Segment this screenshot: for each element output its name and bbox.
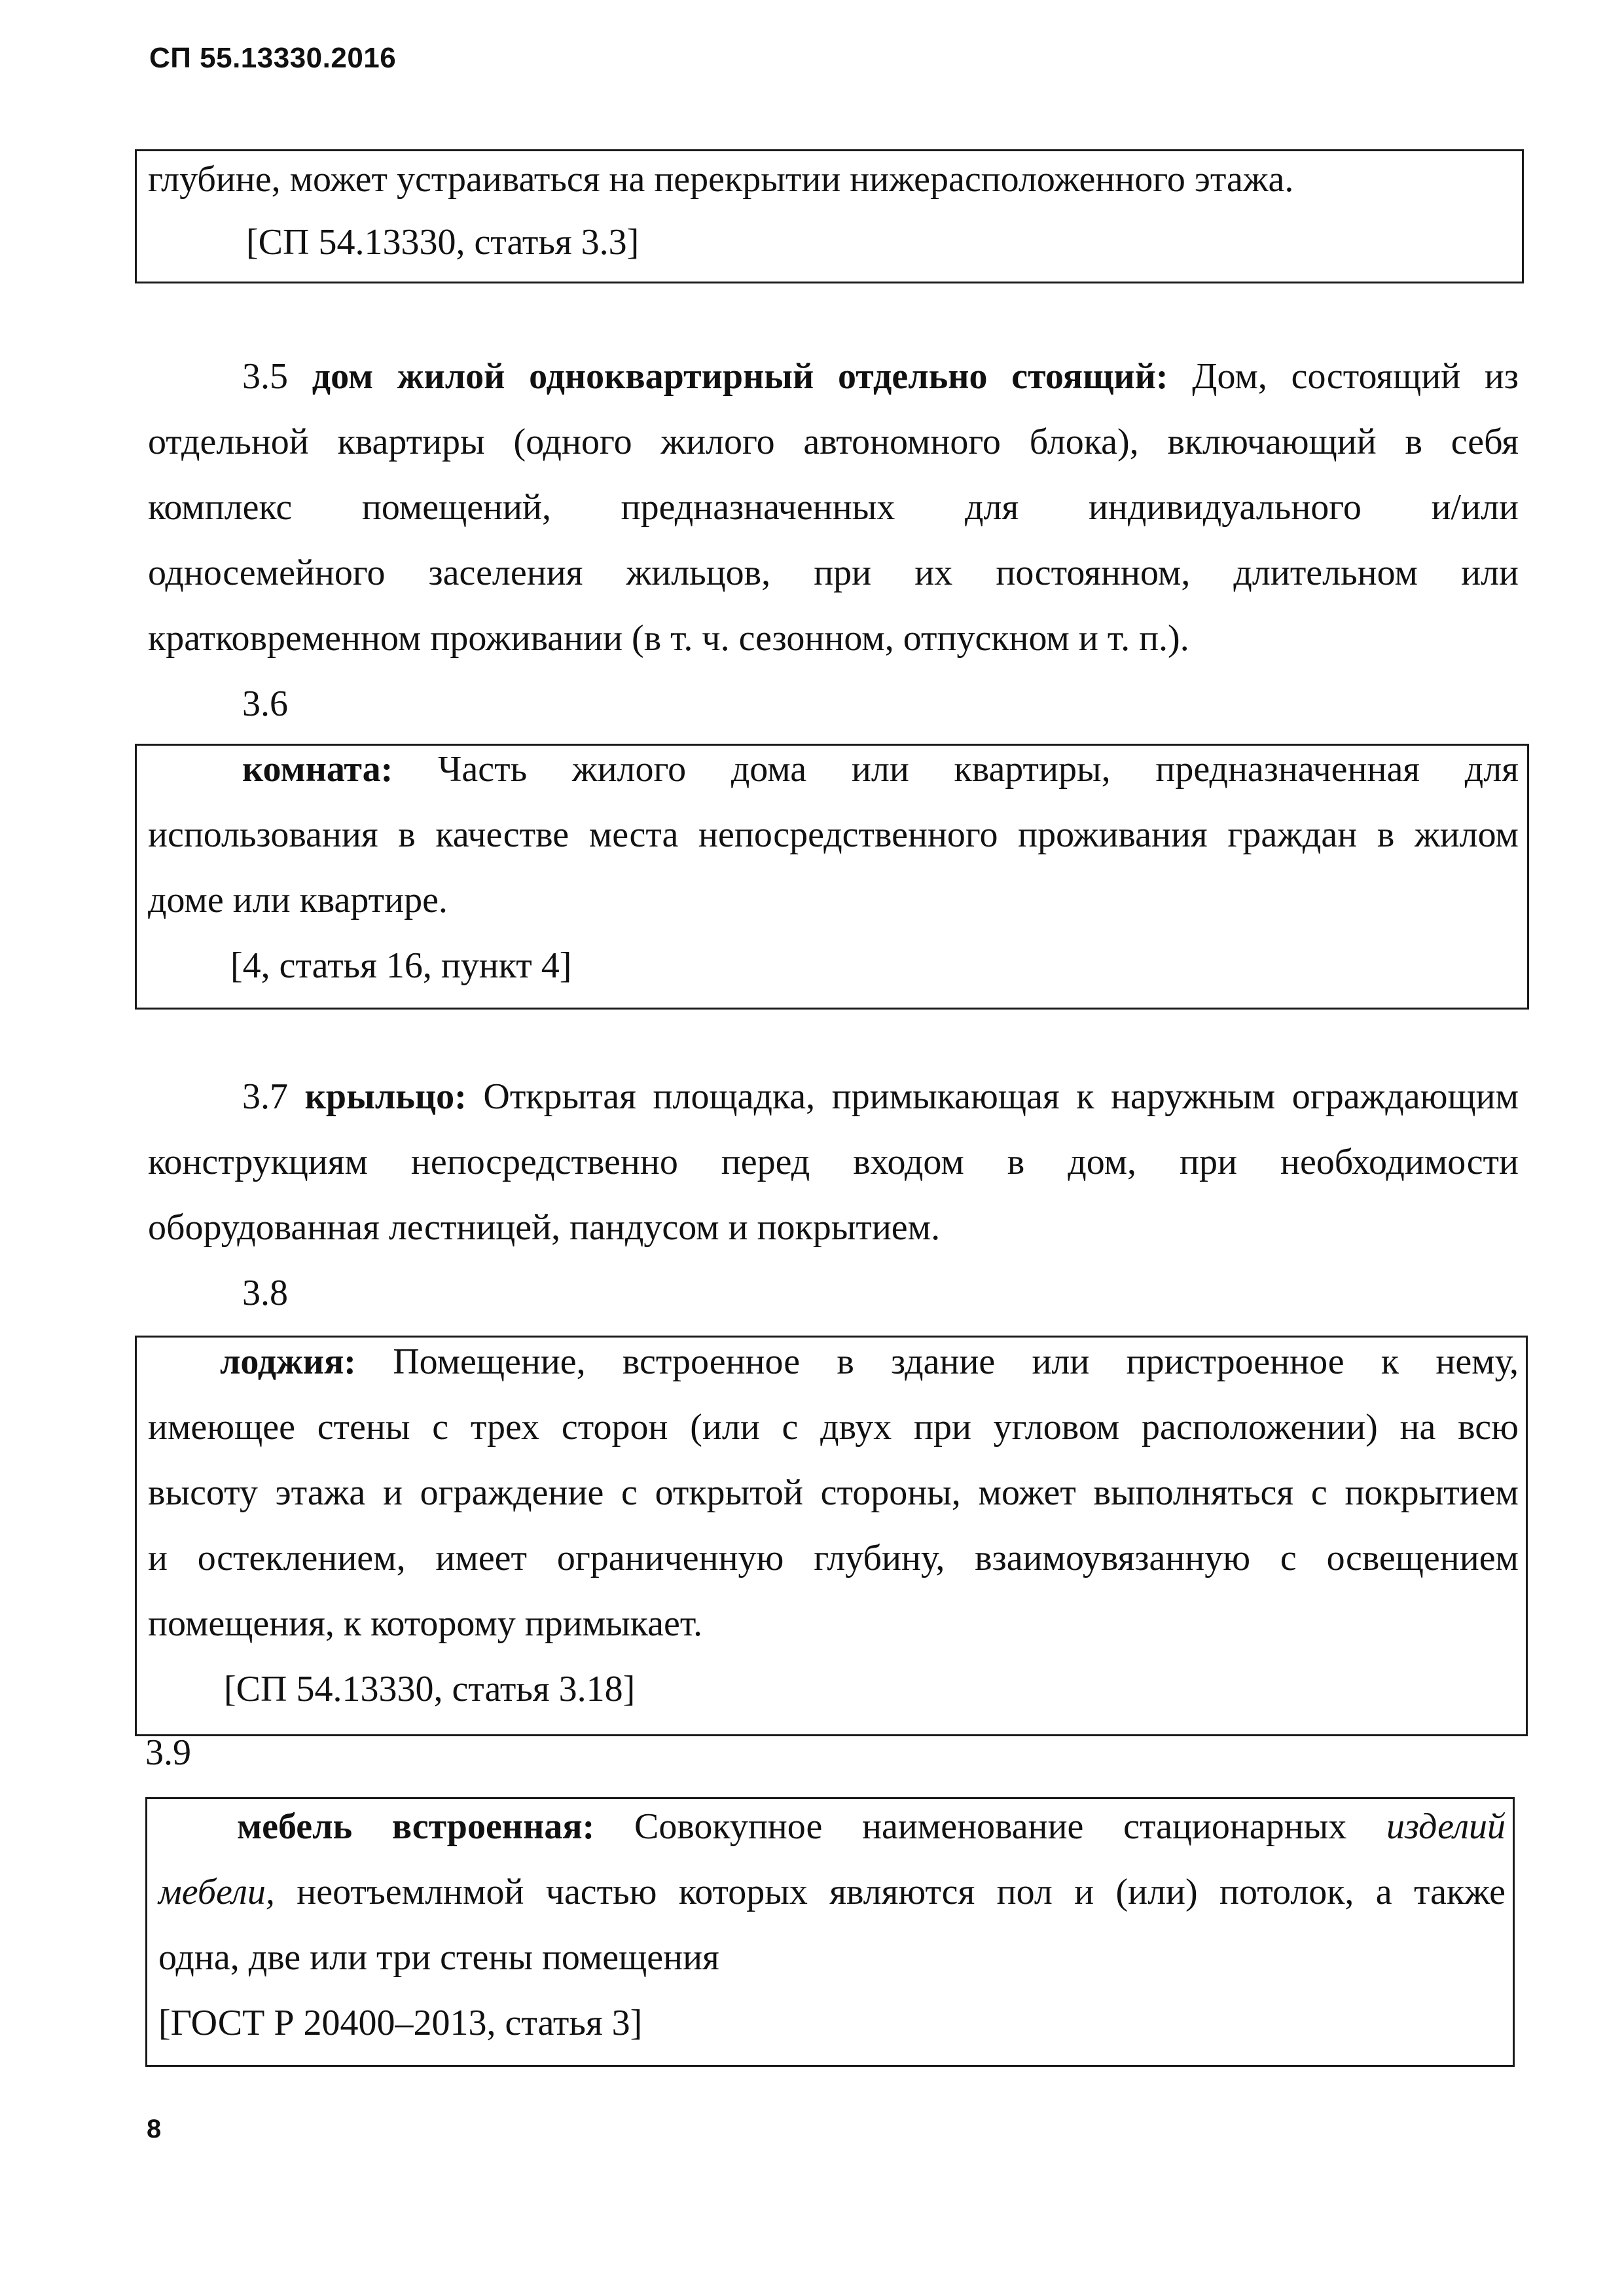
term-3-7-last-line: оборудованная лестницей, пандусом и покрытием. [148,1207,941,1248]
term-3-9-first-text: Совокупное наименование стационарных [634,1806,1347,1847]
term-3-8-reference: [СП 54.13330, статья 3.18] [224,1669,636,1709]
document-code-header: СП 55.13330.2016 [149,42,397,74]
term-3-6-reference: [4, статья 16, пункт 4] [230,945,572,986]
term-3-6-line: использования в качестве места непосредственного проживания граждан в жилом [148,814,1519,855]
term-3-7-line: конструкциям непосредственно перед входом в дом, при необходимости [148,1142,1519,1182]
term-3-9-second-text: неотъемлнмой частью которых являются пол и (или) потолок, а также [297,1872,1506,1912]
term-3-5-title: дом жилой одноквартирный отдельно стоящий: [312,356,1168,397]
term-3-5-number: 3.5 [242,356,288,397]
term-3-7-number: 3.7 [242,1076,288,1117]
term-3-9-last-line: одна, две или три стены помещения [158,1937,719,1978]
page-number: 8 [147,2115,162,2143]
term-3-8-line: имеющее стены с трех сторон (или с двух при угловом расположении) на всю [148,1407,1519,1448]
term-3-8-number: 3.8 [242,1273,288,1313]
term-3-5-last-line: кратковременном проживании (в т. ч. сезонном, отпускном и т. п.). [148,618,1189,659]
continuation-reference: [СП 54.13330, статья 3.3] [246,222,640,263]
term-3-5-line: комплекс помещений, предназначенных для индивидуального и/или [148,487,1519,528]
term-3-7-first-text: Открытая площадка, примыкающая к наружным ограждающим [483,1076,1519,1117]
term-3-6-first-text: Часть жилого дома или квартиры, предназначенная для [438,749,1519,790]
term-3-8-line: и остеклением, имеет ограниченную глубину, взаимоувязанную с освещением [148,1538,1519,1578]
term-3-7-title: крыльцо: [304,1076,467,1117]
term-3-9-title: мебель встроенная: [237,1806,595,1847]
term-3-8-line: высоту этажа и ограждение с открытой стороны, может выполняться с покрытием [148,1472,1519,1513]
term-3-5-first-text: Дом, состоящий из [1192,356,1519,397]
term-3-6-last-line: доме или квартире. [148,880,448,920]
term-3-8-last-line: помещения, к которому примыкает. [148,1603,703,1644]
continuation-text-line: глубине, может устраиваться на перекрытии нижерасположенного этажа. [148,159,1294,200]
term-3-8-first-text: Помещение, встроенное в здание или пристроенное к нему, [393,1341,1519,1382]
term-3-8-title: лоджия: [220,1341,356,1382]
term-3-9-reference: [ГОСТ Р 20400–2013, статья 3] [158,2003,643,2043]
term-3-5-line: отдельной квартиры (одного жилого автономного блока), включающий в себя [148,422,1519,462]
term-3-5-line: односемейного заселения жильцов, при их постоянном, длительном или [148,553,1519,593]
term-3-6-title: комната: [242,749,393,790]
term-3-9-number: 3.9 [145,1732,191,1773]
term-3-6-number: 3.6 [242,683,288,724]
term-3-9-second-italic: мебели, [158,1872,275,1912]
term-3-9-first-italic: изделий [1386,1806,1506,1847]
